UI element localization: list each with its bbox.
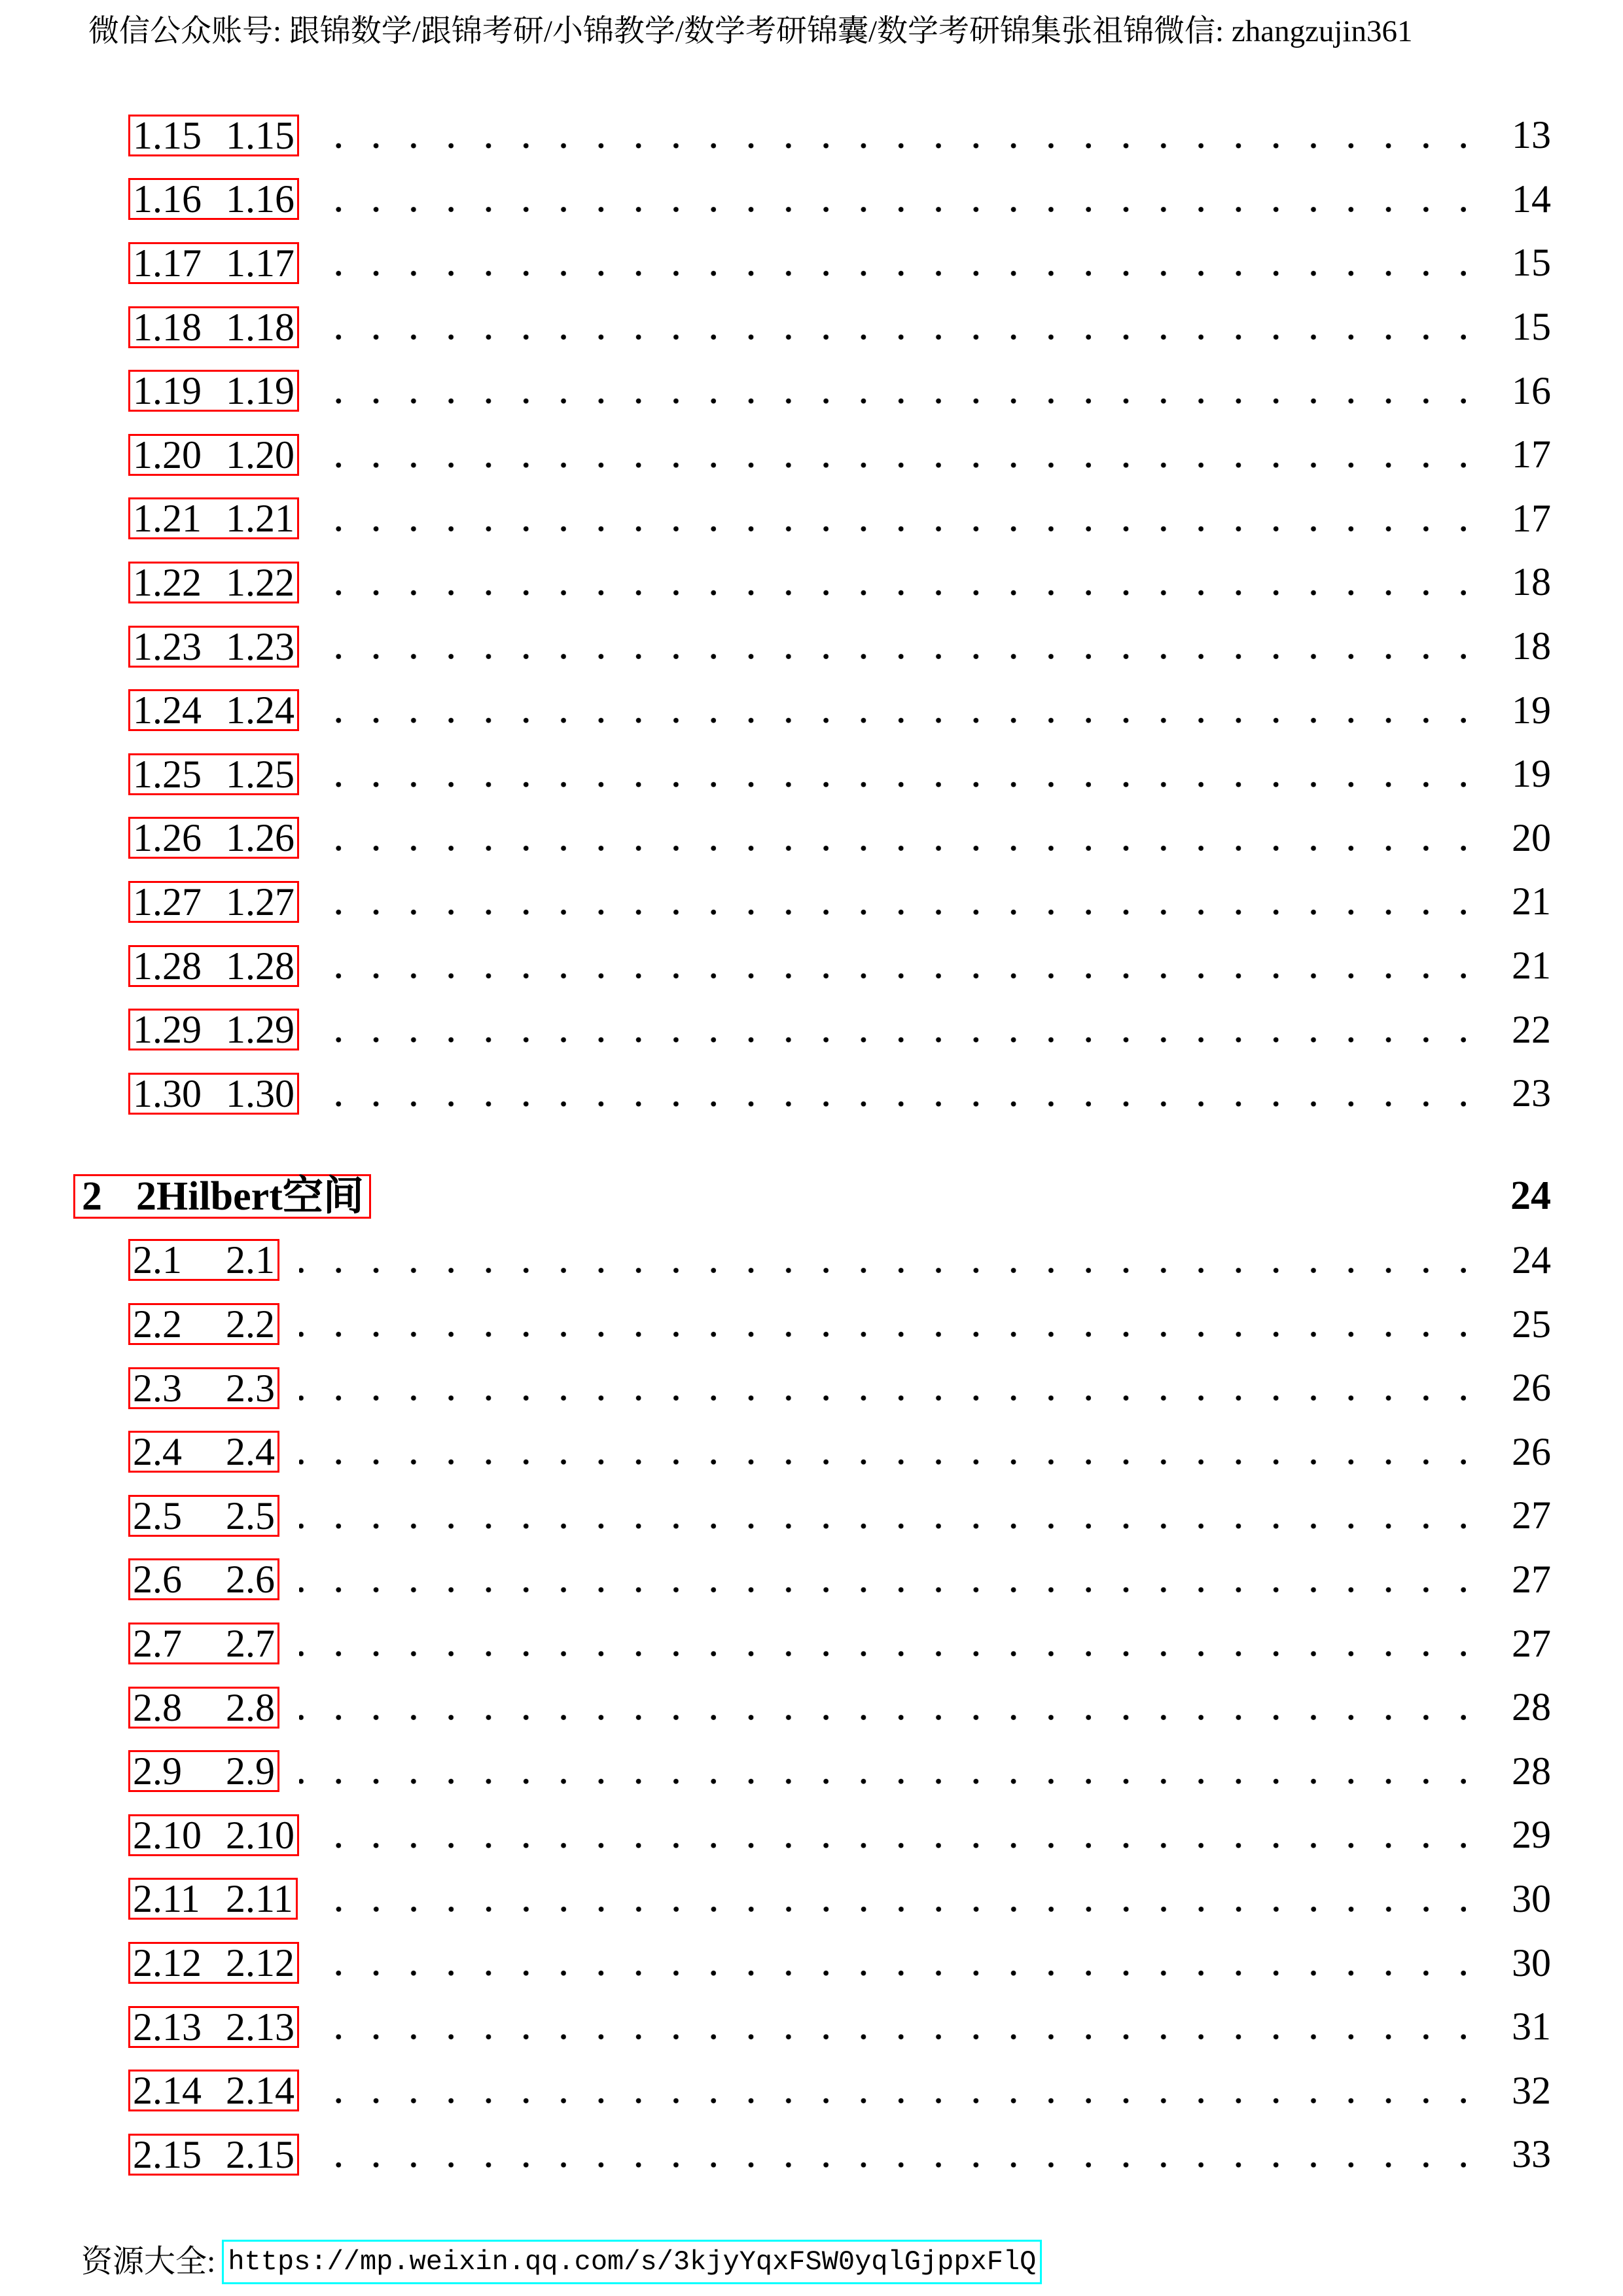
section-number: 1.20	[133, 433, 202, 476]
section-link[interactable]	[128, 497, 299, 539]
section-link[interactable]	[128, 2006, 299, 2048]
section-number: 2.9	[133, 1749, 182, 1793]
dot-leader	[319, 487, 1466, 551]
dot-leader	[319, 2058, 1466, 2123]
section-title: 2.5	[226, 1494, 275, 1537]
page-number: 27	[1512, 1557, 1551, 1601]
section-title: 1.23	[226, 624, 294, 668]
page-number: 20	[1512, 816, 1551, 859]
page-number: 19	[1512, 752, 1551, 796]
toc-entry	[0, 1062, 1623, 1126]
toc-entry	[0, 1867, 1623, 1931]
resource-url-link[interactable]: https://mp.weixin.qq.com/s/3kjyYqxFSW0yqlGjppxFlQ	[222, 2240, 1042, 2284]
section-number: 2.4	[133, 1430, 182, 1474]
section-link[interactable]	[128, 1431, 279, 1473]
dot-leader	[317, 1867, 1466, 1931]
dot-leader	[299, 1356, 1466, 1420]
page-number: 28	[1512, 1685, 1551, 1729]
chapter-page-number: 24	[1510, 1174, 1551, 1219]
page-number: 32	[1512, 2068, 1551, 2112]
section-link[interactable]	[128, 1558, 279, 1600]
dot-leader	[319, 168, 1466, 232]
section-title: 1.18	[226, 305, 294, 349]
page-number: 15	[1512, 241, 1551, 285]
section-number: 1.18	[133, 305, 202, 349]
dot-leader	[319, 678, 1466, 742]
section-number: 1.23	[133, 624, 202, 668]
page-number: 21	[1512, 880, 1551, 924]
section-link[interactable]	[128, 945, 299, 987]
chapter-link[interactable]	[73, 1174, 371, 1219]
toc-entry	[0, 1803, 1623, 1867]
page-number: 18	[1512, 624, 1551, 668]
toc-entry	[0, 997, 1623, 1062]
section-link[interactable]	[128, 434, 299, 476]
dot-leader	[319, 806, 1466, 870]
toc-entry	[0, 2058, 1623, 2123]
dot-leader	[319, 2123, 1466, 2187]
section-title: 1.19	[226, 369, 294, 413]
section-title: 1.30	[226, 1071, 294, 1115]
page-number: 21	[1512, 944, 1551, 988]
toc-entry	[0, 1676, 1623, 1740]
dot-leader	[319, 231, 1466, 295]
section-title: 1.25	[226, 752, 294, 796]
dot-leader	[319, 1062, 1466, 1126]
page-number: 13	[1512, 113, 1551, 157]
section-number: 1.26	[133, 816, 202, 860]
toc-entry	[0, 550, 1623, 615]
page-number: 17	[1512, 433, 1551, 476]
dot-leader	[299, 1676, 1466, 1740]
section-number: 2.8	[133, 1685, 182, 1729]
dot-leader	[299, 1229, 1466, 1293]
section-title: 1.20	[226, 433, 294, 476]
dot-leader	[319, 423, 1466, 487]
section-title: 1.29	[226, 1008, 294, 1052]
toc-entry	[0, 1995, 1623, 2059]
toc-entry	[0, 934, 1623, 998]
toc-entry	[0, 1739, 1623, 1803]
section-title: 2.12	[226, 1941, 294, 1985]
section-title: 1.26	[226, 816, 294, 860]
section-link[interactable]	[128, 1239, 279, 1281]
section-link[interactable]	[128, 1009, 299, 1050]
section-link[interactable]	[128, 242, 299, 284]
page-number: 30	[1512, 1876, 1551, 1920]
page-footer	[81, 2238, 1042, 2286]
section-number: 1.19	[133, 369, 202, 413]
dot-leader	[299, 1484, 1466, 1548]
page-number: 33	[1512, 2132, 1551, 2176]
section-number: 1.15	[133, 113, 202, 157]
toc-entry	[0, 615, 1623, 679]
page-number: 26	[1512, 1429, 1551, 1473]
toc-entry	[0, 103, 1623, 168]
toc-entry	[0, 1484, 1623, 1548]
page-number: 15	[1512, 305, 1551, 349]
section-number: 1.17	[133, 241, 202, 285]
page-number: 27	[1512, 1494, 1551, 1537]
section-number: 2.6	[133, 1558, 182, 1602]
section-link[interactable]	[128, 2070, 299, 2111]
section-number: 2.2	[133, 1302, 182, 1346]
page-number: 31	[1512, 2005, 1551, 2049]
dot-leader	[299, 1420, 1466, 1484]
toc-entry	[0, 742, 1623, 806]
page-number: 19	[1512, 688, 1551, 732]
chapter-number: 2	[82, 1174, 102, 1219]
toc-entry	[0, 1229, 1623, 1293]
section-title: 1.16	[226, 177, 294, 221]
section-title: 1.17	[226, 241, 294, 285]
page-number: 29	[1512, 1813, 1551, 1857]
toc-entry	[0, 295, 1623, 359]
section-title: 2.13	[226, 2005, 294, 2049]
section-link[interactable]	[128, 178, 299, 220]
section-title: 1.27	[226, 880, 294, 924]
dot-leader	[319, 1931, 1466, 1995]
section-link[interactable]	[128, 1687, 279, 1729]
section-number: 2.11	[133, 1877, 200, 1921]
section-title: 1.24	[226, 689, 294, 732]
section-link[interactable]	[128, 1073, 299, 1115]
dot-leader	[299, 1292, 1466, 1356]
section-link[interactable]	[128, 1495, 279, 1537]
page-header: 微信公众账号: 跟锦数学/跟锦考研/小锦教学/数学考研锦囊/数学考研锦集张祖锦微信: zhangzujin361	[88, 14, 1413, 48]
section-number: 1.28	[133, 944, 202, 988]
section-number: 1.24	[133, 689, 202, 732]
section-title: 2.1	[226, 1238, 275, 1282]
page-number: 14	[1512, 177, 1551, 221]
chapter-entry	[0, 1164, 1623, 1229]
section-number: 2.10	[133, 1813, 202, 1857]
section-link[interactable]	[128, 1623, 279, 1664]
section-link[interactable]	[128, 817, 299, 859]
toc-entry	[0, 359, 1623, 423]
section-number: 2.15	[133, 2132, 202, 2176]
section-title: 1.15	[226, 113, 294, 157]
page-number: 24	[1512, 1238, 1551, 1282]
section-title: 1.22	[226, 560, 294, 604]
section-link[interactable]	[128, 626, 299, 668]
page-number: 26	[1512, 1366, 1551, 1410]
section-link[interactable]	[128, 562, 299, 603]
section-link[interactable]	[128, 306, 299, 348]
dot-leader	[319, 615, 1466, 679]
section-title: 1.28	[226, 944, 294, 988]
section-list	[0, 1229, 1623, 2187]
toc-entry	[0, 1931, 1623, 1995]
page-number: 17	[1512, 496, 1551, 540]
dot-leader	[319, 103, 1466, 168]
section-title: 1.21	[226, 497, 294, 541]
section-title: 2.15	[226, 2132, 294, 2176]
page-number: 16	[1512, 368, 1551, 412]
dot-leader	[299, 1548, 1466, 1612]
dot-leader	[299, 1739, 1466, 1803]
page-number: 27	[1512, 1621, 1551, 1665]
section-link[interactable]	[128, 689, 299, 731]
section-number: 2.12	[133, 1941, 202, 1985]
page-number: 18	[1512, 560, 1551, 604]
dot-leader	[319, 742, 1466, 806]
section-title: 2.10	[226, 1813, 294, 1857]
section-number: 2.7	[133, 1622, 182, 1666]
section-link[interactable]	[128, 1303, 279, 1345]
dot-leader	[319, 1995, 1466, 2059]
toc-entry	[0, 870, 1623, 934]
section-link[interactable]	[128, 1942, 299, 1984]
section-number: 2.13	[133, 2005, 202, 2049]
toc-entry	[0, 1548, 1623, 1612]
dot-leader	[319, 997, 1466, 1062]
section-link[interactable]	[128, 753, 299, 795]
section-number: 2.3	[133, 1366, 182, 1410]
dot-leader	[319, 934, 1466, 998]
dot-leader	[319, 550, 1466, 615]
section-number: 1.25	[133, 752, 202, 796]
dot-leader	[319, 359, 1466, 423]
section-link[interactable]	[128, 370, 299, 412]
dot-leader	[319, 295, 1466, 359]
section-list	[0, 103, 1623, 1126]
page-number: 25	[1512, 1302, 1551, 1346]
section-title: 2.7	[226, 1622, 275, 1666]
section-number: 1.16	[133, 177, 202, 221]
section-link[interactable]	[128, 1814, 299, 1856]
toc-entry	[0, 1420, 1623, 1484]
section-number: 2.5	[133, 1494, 182, 1537]
section-number: 2.14	[133, 2069, 202, 2113]
section-title: 2.2	[226, 1302, 275, 1346]
chapter-title: 2Hilbert空间	[136, 1174, 364, 1219]
section-link[interactable]	[128, 1750, 279, 1792]
toc-entry	[0, 1611, 1623, 1676]
toc-entry	[0, 231, 1623, 295]
section-title: 2.14	[226, 2069, 294, 2113]
section-number: 1.30	[133, 1071, 202, 1115]
section-number: 1.21	[133, 497, 202, 541]
section-link[interactable]	[128, 1878, 298, 1920]
toc-entry	[0, 1356, 1623, 1420]
toc-entry	[0, 2123, 1623, 2187]
section-number: 1.22	[133, 560, 202, 604]
toc-entry	[0, 806, 1623, 870]
page-number: 23	[1512, 1071, 1551, 1115]
toc-entry	[0, 168, 1623, 232]
section-title: 2.4	[226, 1430, 275, 1474]
section-number: 1.27	[133, 880, 202, 924]
page-number: 22	[1512, 1007, 1551, 1051]
dot-leader	[319, 1803, 1466, 1867]
toc-entry	[0, 487, 1623, 551]
section-link[interactable]	[128, 2134, 299, 2176]
toc-entry	[0, 678, 1623, 742]
section-number: 2.1	[133, 1238, 182, 1282]
footer-label: 资源大全:	[81, 2244, 216, 2279]
toc-entry	[0, 423, 1623, 487]
section-link[interactable]	[128, 881, 299, 923]
table-of-contents	[0, 103, 1623, 2187]
toc-entry	[0, 1292, 1623, 1356]
section-title: 2.3	[226, 1366, 275, 1410]
dot-leader	[319, 870, 1466, 934]
dot-leader	[299, 1611, 1466, 1676]
page-number: 30	[1512, 1941, 1551, 1984]
section-link[interactable]	[128, 115, 299, 156]
section-title: 2.11	[226, 1877, 293, 1921]
section-number: 1.29	[133, 1008, 202, 1052]
section-title: 2.8	[226, 1685, 275, 1729]
section-title: 2.6	[226, 1558, 275, 1602]
page-number: 28	[1512, 1749, 1551, 1793]
section-link[interactable]	[128, 1367, 279, 1409]
section-title: 2.9	[226, 1749, 275, 1793]
